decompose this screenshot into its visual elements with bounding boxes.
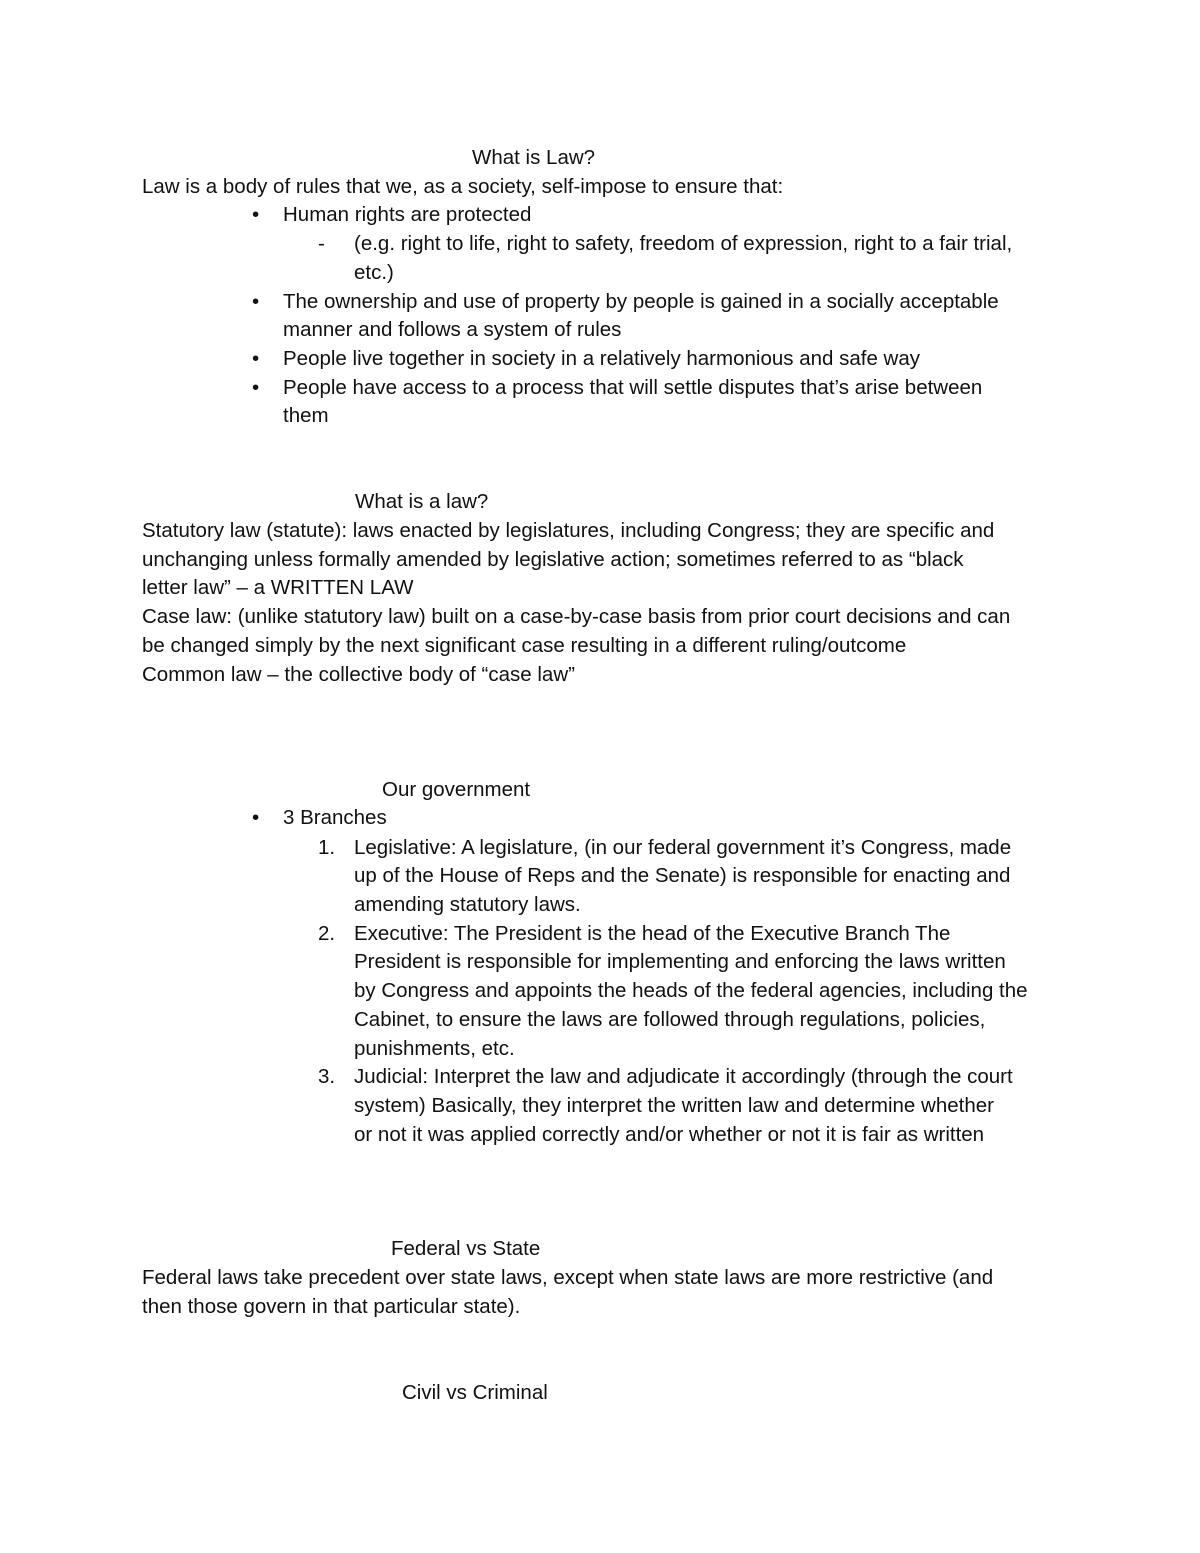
section-title-civil-vs-criminal: Civil vs Criminal (402, 1381, 548, 1404)
numbered-item-line: President is responsible for implementing and enforcing the laws written (354, 950, 1006, 973)
paragraph-line: then those govern in that particular state). (142, 1295, 521, 1318)
numbered-item-line: by Congress and appoints the heads of the federal agencies, including the (354, 979, 1028, 1002)
numbered-item-line: Cabinet, to ensure the laws are followed through regulations, policies, (354, 1008, 986, 1031)
section-title-what-is-law: What is Law? (472, 146, 596, 169)
dash-marker: - (318, 232, 325, 255)
numbered-item-line: up of the House of Reps and the Senate) is responsible for enacting and (354, 864, 1011, 887)
list-item: People live together in society in a relatively harmonious and safe way (283, 347, 920, 370)
list-item: People have access to a process that will settle disputes that’s arise between (283, 376, 983, 399)
paragraph-line: letter law” – a WRITTEN LAW (142, 576, 414, 599)
list-item-cont: them (283, 404, 329, 427)
section-title-our-government: Our government (382, 778, 531, 801)
paragraph-line: Federal laws take precedent over state laws, except when state laws are more restrictive (and (142, 1266, 994, 1289)
sub-list-item: (e.g. right to life, right to safety, freedom of expression, right to a fair trial, (354, 232, 1013, 255)
list-item: Human rights are protected (283, 203, 532, 226)
paragraph-line: Statutory law (statute): laws enacted by legislatures, including Congress; they are specific and (142, 519, 995, 542)
paragraph-line: unchanging unless formally amended by legislative action; sometimes referred to as “black (142, 548, 964, 571)
numbered-item-line: Legislative: A legislature, (in our federal government it’s Congress, made (354, 836, 1012, 859)
list-item: 3 Branches (283, 806, 387, 829)
list-item: The ownership and use of property by people is gained in a socially acceptable (283, 290, 999, 313)
sub-list-item-cont: etc.) (354, 261, 394, 284)
bullet-marker: • (252, 203, 260, 226)
paragraph-line: be changed simply by the next significant case resulting in a different ruling/outcome (142, 634, 907, 657)
paragraph-line: Common law – the collective body of “case law” (142, 663, 575, 686)
bullet-marker: • (252, 347, 260, 370)
bullet-marker: • (252, 290, 260, 313)
numbered-item-line: Judicial: Interpret the law and adjudicate it accordingly (through the court (354, 1065, 1013, 1088)
item-number: 3. (318, 1065, 336, 1088)
section-title-federal-vs-state: Federal vs State (391, 1237, 541, 1260)
bullet-marker: • (252, 806, 260, 829)
numbered-item-line: punishments, etc. (354, 1037, 515, 1060)
paragraph-line: Case law: (unlike statutory law) built on a case-by-case basis from prior court decisions and can (142, 605, 1011, 628)
item-number: 1. (318, 836, 336, 859)
section-intro: Law is a body of rules that we, as a society, self-impose to ensure that: (142, 175, 784, 198)
numbered-item-line: amending statutory laws. (354, 893, 581, 916)
numbered-item-line: system) Basically, they interpret the written law and determine whether (354, 1094, 994, 1117)
bullet-marker: • (252, 376, 260, 399)
numbered-item-line: Executive: The President is the head of the Executive Branch The (354, 922, 951, 945)
item-number: 2. (318, 922, 336, 945)
section-title-what-is-a-law: What is a law? (355, 490, 489, 513)
list-item-cont: manner and follows a system of rules (283, 318, 622, 341)
numbered-item-line: or not it was applied correctly and/or whether or not it is fair as written (354, 1123, 985, 1146)
